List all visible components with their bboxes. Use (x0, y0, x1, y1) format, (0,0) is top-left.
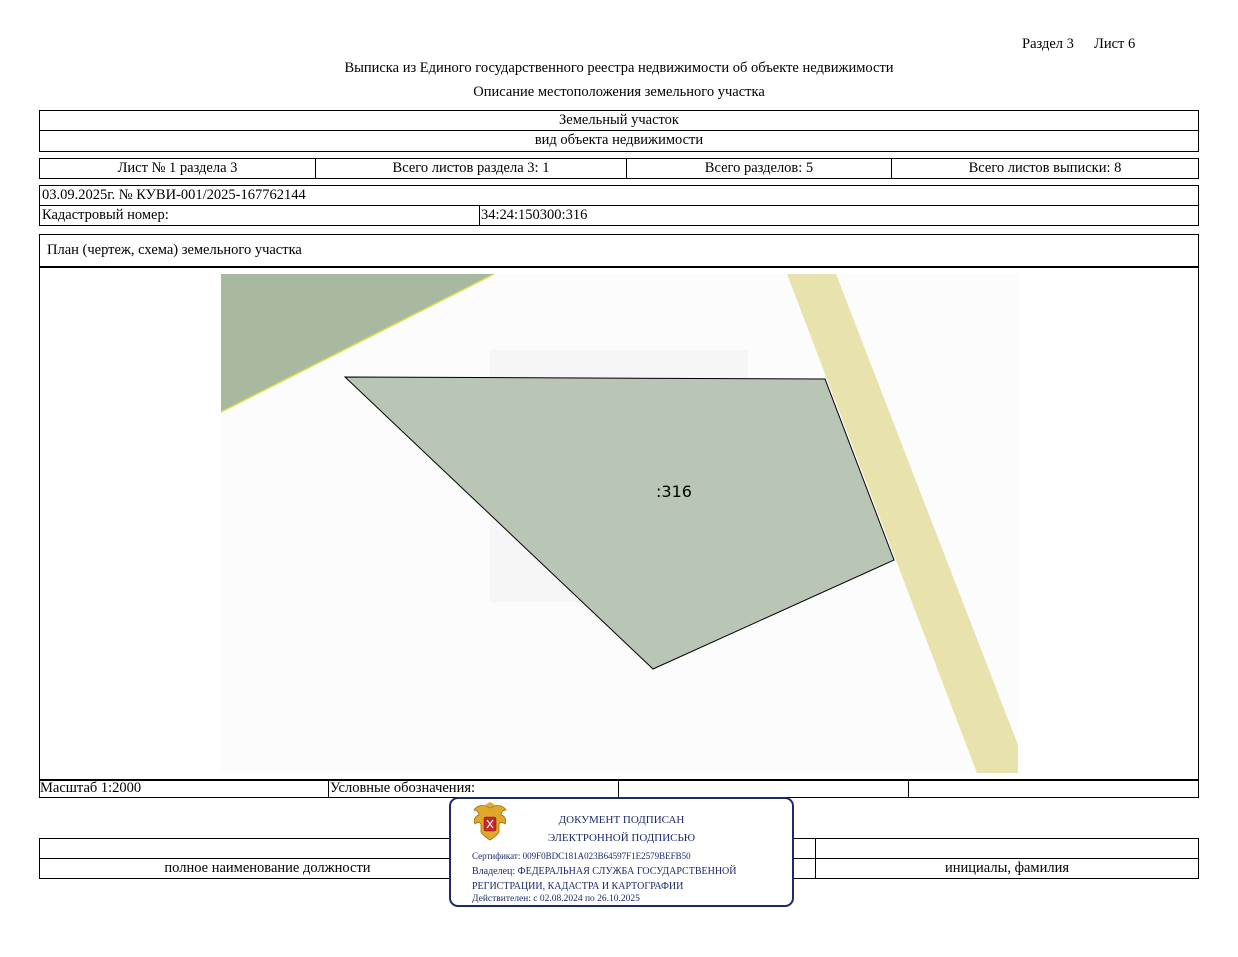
stamp-owner-2: РЕГИСТРАЦИИ, КАДАСТРА И КАРТОГРАФИИ (472, 881, 684, 892)
stamp-line-1: ДОКУМЕНТ ПОДПИСАН (558, 814, 685, 826)
total-sections: Всего разделов: 5 (704, 160, 814, 176)
total-extract-sheets: Всего листов выписки: 8 (968, 160, 1122, 176)
legend-row (39, 779, 1199, 798)
position-caption: полное наименование должности (164, 860, 371, 876)
name-caption: инициалы, фамилия (944, 860, 1070, 876)
sheet-number: Лист 6 (1094, 36, 1136, 52)
stamp-certificate: Сертификат: 009F0BDC181A023B64597F1E2579BEFB50 (472, 851, 691, 861)
scale-label: Масштаб 1:2000 (40, 780, 142, 796)
page-subtitle: Описание местоположения земельного участка (473, 84, 765, 100)
legend-label: Условные обозначения: (330, 780, 476, 796)
stamp-owner-1: Владелец: ФЕДЕРАЛЬНАЯ СЛУЖБА ГОСУДАРСТВЕННОЙ (472, 866, 737, 877)
cadastral-label: Кадастровый номер: (42, 207, 169, 223)
total-section-sheets: Всего листов раздела 3: 1 (392, 160, 550, 176)
cadastral-number: 34:24:150300:316 (481, 207, 588, 223)
stamp-line-2: ЭЛЕКТРОННОЙ ПОДПИСЬЮ (547, 832, 696, 844)
e-signature-stamp (449, 797, 794, 907)
page-title: Выписка из Единого государственного реестра недвижимости об объекте недвижимости (344, 60, 894, 76)
plan-heading: План (чертеж, схема) земельного участка (47, 242, 302, 258)
parcel-label: :316 (656, 482, 692, 501)
object-type: Земельный участок (559, 112, 679, 128)
record-date-number: 03.09.2025г. № КУВИ-001/2025-167762144 (42, 187, 306, 203)
object-type-caption: вид объекта недвижимости (534, 132, 704, 148)
stamp-validity: Действителен: с 02.08.2024 по 26.10.2025 (472, 894, 640, 904)
section-number: Раздел 3 (1022, 36, 1074, 52)
sheet-of-section: Лист № 1 раздела 3 (117, 160, 238, 176)
